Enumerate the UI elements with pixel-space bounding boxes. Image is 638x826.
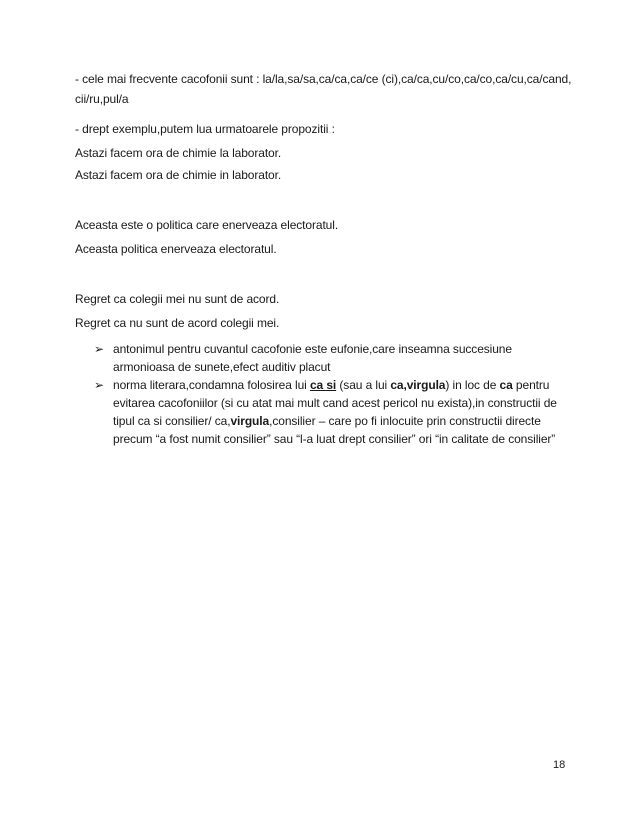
text-run: ) in loc de (445, 378, 500, 392)
text-run: norma literara,condamna folosirea lui (113, 378, 310, 392)
paragraph-cacofonii-list-cont: cii/ru,pul/a (75, 92, 129, 106)
text-run: pentru evitarea cacofoniilor (si cu atat mai mult cand acest pericol nu exista),in constructii de tipul ca si consilier/ ca, (113, 378, 557, 428)
paragraph-exemplu-intro: - drept exemplu,putem lua urmatoarele propozitii : (75, 122, 335, 136)
example-sentence-4: Aceasta politica enerveaza electoratul. (75, 242, 277, 256)
text-run: ,consilier – care po fi inlocuite prin constructii directe precum “a fost numit consilier” sau “l-a luat drept consilier” ori “in calitate de consilier” (113, 414, 556, 446)
example-sentence-5: Regret ca colegii mei nu sunt de acord. (75, 292, 280, 306)
arrow-bullet-icon: ➢ (94, 378, 104, 392)
bullet-item-antonim (94, 340, 564, 376)
text-run: (sau a lui (336, 378, 391, 392)
bullet-text (113, 376, 564, 448)
emphasis-virgula: virgula (230, 414, 270, 428)
example-sentence-3: Aceasta este o politica care enerveaza electoratul. (75, 218, 339, 232)
page-number: 18 (553, 759, 566, 771)
bullet-item-norma (94, 376, 564, 448)
paragraph-cacofonii-list: - cele mai frecvente cacofonii sunt : la/la,sa/sa,ca/ca,ca/ce (ci),ca/ca,cu/co,ca/co,ca/cu,ca/cand, (75, 72, 572, 86)
example-sentence-2: Astazi facem ora de chimie in laborator. (75, 168, 282, 182)
example-sentence-6: Regret ca nu sunt de acord colegii mei. (75, 316, 280, 330)
arrow-bullet-icon: ➢ (94, 342, 104, 356)
emphasis-ca-si: ca si (309, 378, 337, 392)
emphasis-ca-virgula: ca,virgula (390, 378, 446, 392)
bullet-text: antonimul pentru cuvantul cacofonie este eufonie,care inseamna succesiune armonioasa de sunete,efect auditiv placut (113, 342, 512, 374)
example-sentence-1: Astazi facem ora de chimie la laborator. (75, 146, 282, 160)
emphasis-ca: ca (499, 378, 513, 392)
